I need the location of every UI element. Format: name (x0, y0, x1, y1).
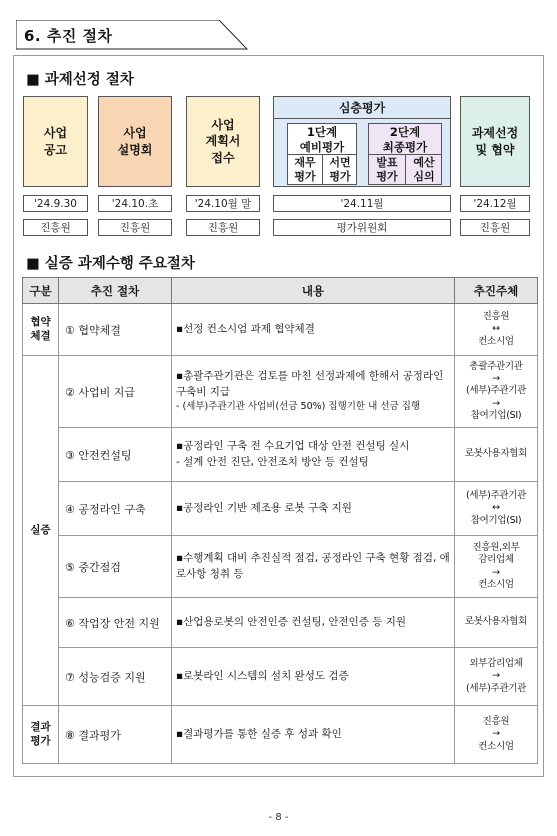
owner-cell: (세부)주관기관 ↔ 참여기업(SI) (455, 482, 538, 536)
flow-date: '24.10.초 (98, 195, 172, 212)
flow-box-in-depth-evaluation (273, 96, 451, 187)
eval-title: 심층평가 (274, 97, 450, 119)
owner-cell: 총괄주관기관 → (세부)주관기관 → 참여기업(SI) (455, 356, 538, 428)
header-owner: 추진주체 (455, 278, 538, 304)
flow-org: 진흥원 (460, 219, 530, 236)
flow-date: '24.11월 (273, 195, 451, 212)
step-cell: ⑥ 작업장 안전 지원 (59, 598, 172, 648)
group-agreement: 협약 체결 (23, 304, 59, 356)
stage-2-budget: 예산 심의 (406, 154, 442, 185)
section-title: 6. 추진 절차 (24, 27, 113, 45)
owner-cell: 로봇사용자협회 (455, 598, 538, 648)
content-cell: ▪수행계획 대비 추진실적 점검, 공정라인 구축 현황 점검, 애로사항 청취 등 (172, 536, 455, 598)
step-cell: ① 협약체결 (59, 304, 172, 356)
flow-org: 진흥원 (186, 219, 260, 236)
flow-date: '24.10월 말 (186, 195, 260, 212)
table-row (23, 598, 538, 648)
step-cell: ⑤ 중간점검 (59, 536, 172, 598)
table-row (23, 706, 538, 764)
stage-2-presentation: 발표 평가 (369, 154, 406, 185)
step-cell: ④ 공정라인 구축 (59, 482, 172, 536)
table-row (23, 536, 538, 598)
flow-org: 진흥원 (23, 219, 88, 236)
flow-date: '24.12월 (460, 195, 530, 212)
owner-cell: 로봇사용자협회 (455, 428, 538, 482)
stage-2-subtitle: 최종평가 (382, 139, 428, 154)
step-cell: ② 사업비 지급 (59, 356, 172, 428)
eval-stage-1 (287, 123, 357, 185)
page-number: - 8 - (268, 812, 289, 823)
procedure-table (22, 277, 538, 764)
flow-date: '24.9.30 (23, 195, 88, 212)
content-cell: ▪로봇라인 시스템의 설치 완성도 검증 (172, 648, 455, 706)
step-cell: ⑦ 성능검증 지원 (59, 648, 172, 706)
stage-1-financial: 재무 평가 (288, 154, 323, 185)
flow-box-briefing: 사업 설명회 (98, 96, 172, 187)
header-content: 내용 (172, 278, 455, 304)
flow-org: 진흥원 (98, 219, 172, 236)
eval-stage-2 (368, 123, 442, 185)
table-header-row (23, 278, 538, 304)
subheading-procedures: ■ 실증 과제수행 주요절차 (26, 256, 195, 272)
content-cell: ▪공정라인 기반 제조용 로봇 구축 지원 (172, 482, 455, 536)
content-cell: ▪선정 컨소시엄 과제 협약체결 (172, 304, 455, 356)
header-procedure: 추진 절차 (59, 278, 172, 304)
flow-org: 평가위원회 (273, 219, 451, 236)
stage-2-title: 2단계 (389, 124, 421, 139)
step-cell: ③ 안전컨설팅 (59, 428, 172, 482)
content-cell: ▪결과평가를 통한 실증 후 성과 확인 (172, 706, 455, 764)
stage-1-subtitle: 예비평가 (299, 139, 345, 154)
header-category: 구분 (23, 278, 59, 304)
stage-1-document: 서면 평가 (323, 154, 357, 185)
stage-1-title: 1단계 (306, 124, 338, 139)
content-cell: ▪산업용로봇의 안전인증 컨설팅, 안전인증 등 지원 (172, 598, 455, 648)
table-row (23, 648, 538, 706)
flow-box-selection-agreement: 과제선정 및 협약 (460, 96, 530, 187)
group-result: 결과 평가 (23, 706, 59, 764)
table-row (23, 482, 538, 536)
content-cell: ▪총괄주관기관은 검토를 마친 선정과제에 한해서 공정라인구축비 지급 - (세부)주관기관 사업비(선금 50%) 집행기한 내 선금 집행 (172, 356, 455, 428)
flow-box-announcement: 사업 공고 (23, 96, 88, 187)
content-cell: ▪공정라인 구축 전 수요기업 대상 안전 컨설팅 실시 - 설계 안전 진단, 안전조치 방안 등 컨설팅 (172, 428, 455, 482)
owner-cell: 진흥원 → 컨소시엄 (455, 706, 538, 764)
flow-box-submission: 사업 계획서 접수 (186, 96, 260, 187)
section-tab (16, 20, 246, 50)
table-row (23, 304, 538, 356)
step-cell: ⑧ 결과평가 (59, 706, 172, 764)
owner-cell: 진흥원,외부 감리업체 → 컨소시엄 (455, 536, 538, 598)
owner-cell: 진흥원 ↔ 컨소시엄 (455, 304, 538, 356)
group-demonstration: 실증 (23, 356, 59, 706)
table-row (23, 428, 538, 482)
subheading-selection: ■ 과제선정 절차 (26, 72, 134, 88)
owner-cell: 외부감리업체 → (세부)주관기관 (455, 648, 538, 706)
table-row (23, 356, 538, 428)
